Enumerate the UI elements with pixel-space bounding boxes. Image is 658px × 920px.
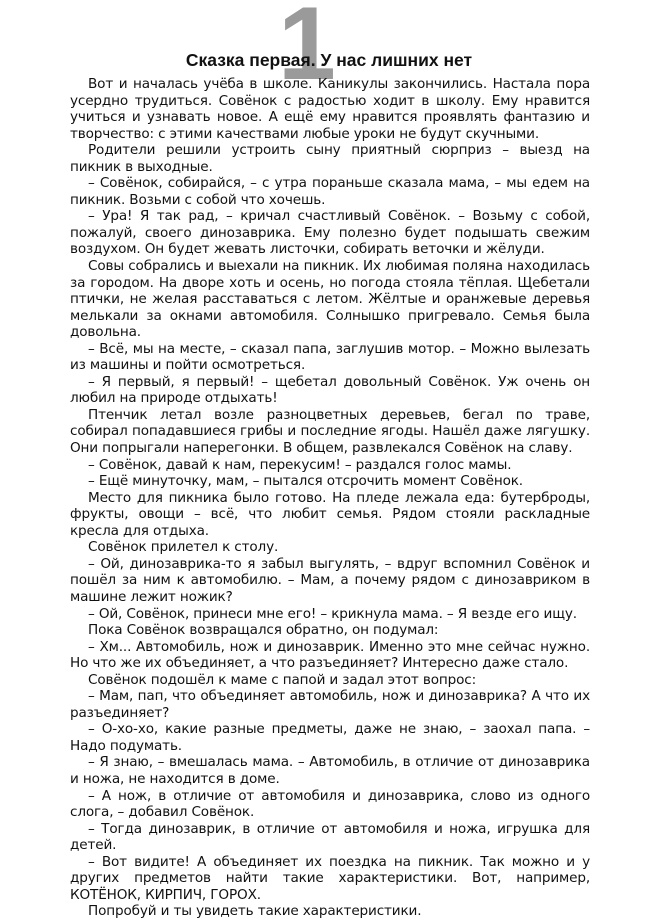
paragraph: Совы собрались и выехали на пикник. Их любимая поляна находилась за городом. На дворе хоть и осень, но погода стояла тёплая. Щебетали птички, не желая расставаться с летом. Жёлтые и оранжевые деревья мелькали за окнами автомобиля. Солнышко пригревало. Семья была довольна. (70, 258, 590, 341)
paragraph: Место для пикника было готово. На пледе лежала еда: бутерброды, фрукты, овощи – всё, что любит семья. Рядом стояли раскладные кресла для отдыха. (70, 489, 590, 539)
paragraph: – Вот видите! А объединяет их поездка на пикник. Так можно и у других предметов найти такие характеристики. Вот, например, КОТЁНОК, КИРПИЧ, ГОРОХ. (70, 853, 590, 903)
paragraph: Птенчик летал возле разноцветных деревьев, бегал по траве, собирал попадавшиеся грибы и последние ягоды. Нашёл даже лягушку. Они попрыгали наперегонки. В общем, развлекался Совёнок на славу. (70, 406, 590, 457)
paragraph: – О-хо-хо, какие разные предметы, даже не знаю, – заохал папа. – Надо подумать. (70, 721, 590, 754)
paragraph: – Ой, Совёнок, принеси мне его! – крикнула мама. – Я везде его ищу. (88, 605, 577, 622)
paragraph: – Совёнок, давай к нам, перекусим! – раздался голос мамы. (88, 456, 512, 473)
paragraph: – Тогда динозаврик, в отличие от автомобиля и ножа, игрушка для детей. (70, 820, 590, 854)
paragraph: Попробуй и ты увидеть такие характеристики. (88, 903, 422, 920)
paragraph: Родители решили устроить сыну приятный сюрприз – выезд на пикник в выходные. (70, 142, 590, 175)
story-text (70, 76, 590, 920)
paragraph: – Я знаю, – вмешалась мама. – Автомобиль, в отличие от динозаврика и ножа, не находится в доме. (70, 754, 590, 787)
paragraph: Вот и началась учёба в школе. Каникулы закончились. Настала пора усердно трудиться. Совёнок с радостью ходит в школу. Ему нравится учиться и узнавать новое. А ещё ему нравится проявлять фантазию и творчество: с этими качествами любые уроки не будут скучными. (70, 76, 590, 142)
paragraph: – Совёнок, собирайся, – с утра пораньше сказала мама, – мы едем на пикник. Возьми с собой что хочешь. (70, 175, 590, 208)
paragraph: – Мам, пап, что объединяет автомобиль, нож и динозаврика? А что их разъединяет? (70, 688, 590, 721)
paragraph: – Ещё минуточку, мам, – пытался отсрочить момент Совёнок. (88, 473, 523, 490)
paragraph: Совёнок подошёл к маме с папой и задал этот вопрос: (88, 671, 477, 688)
paragraph: – А нож, в отличие от автомобиля и динозаврика, слово из одного слога, – добавил Совёнок. (70, 787, 590, 821)
paragraph: – Всё, мы на месте, – сказал папа, заглушив мотор. – Можно вылезать из машины и пойти осмотреться. (70, 340, 590, 374)
chapter-number: 1 (278, 0, 336, 102)
paragraph: – Ура! Я так рад, – кричал счастливый Совёнок. – Возьму с собой, пожалуй, своего динозаврика. Ему полезно будет подышать свежим воздухом. Он будет жевать листочки, собирать веточки и жёлуди. (70, 208, 590, 258)
paragraph: – Я первый, я первый! – щебетал довольный Совёнок. Уж очень он любил на природе отдыхать! (70, 373, 590, 407)
paragraph: Совёнок прилетел к столу. (88, 539, 279, 556)
chapter-title: Сказка первая. У нас лишних нет (185, 50, 473, 70)
paragraph: – Хм... Автомобиль, нож и динозаврик. Именно это мне сейчас нужно. Но что же их объединяет, а что разъединяет? Интересно даже стало. (70, 638, 590, 672)
paragraph: Пока Совёнок возвращался обратно, он подумал: (88, 622, 439, 639)
paragraph: – Ой, динозаврика-то я забыл выгулять, – вдруг вспомнил Совёнок и пошёл за ним к автомобилю. – Мам, а почему рядом с динозавриком в машине лежит ножик? (70, 555, 590, 605)
